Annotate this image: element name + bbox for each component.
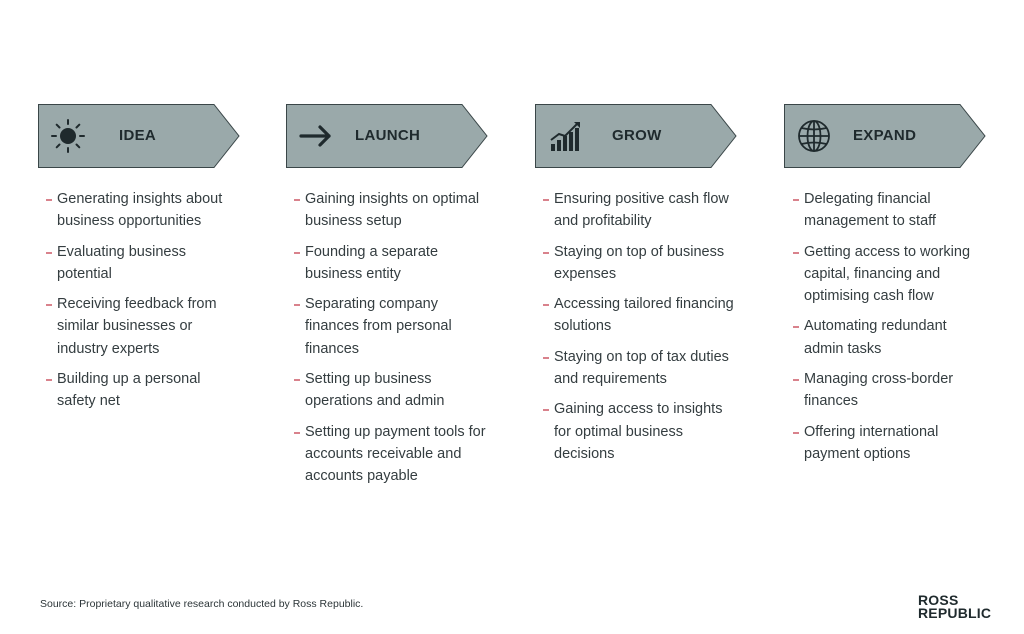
list-item: Founding a separate business entity xyxy=(294,241,486,286)
list-item: Staying on top of business expenses xyxy=(543,241,735,286)
stage-points-list xyxy=(793,188,984,465)
stage-idea xyxy=(38,104,238,421)
stage-title: EXPAND xyxy=(853,127,917,144)
arrow-right-icon xyxy=(298,118,334,154)
list-item: Setting up business operations and admin xyxy=(294,368,486,413)
list-item: Getting access to working capital, financing and optimising cash flow xyxy=(793,241,984,308)
list-item: Ensuring positive cash flow and profitability xyxy=(543,188,735,233)
stage-title: LAUNCH xyxy=(355,127,421,144)
logo-line-1: ROSS xyxy=(918,592,959,608)
source-note: Source: Proprietary qualitative research conducted by Ross Republic. xyxy=(40,598,364,610)
list-item: Evaluating business potential xyxy=(46,241,238,286)
list-item: Delegating financial management to staff xyxy=(793,188,984,233)
stage-points-list xyxy=(46,188,238,413)
list-item: Gaining insights on optimal business setup xyxy=(294,188,486,233)
stage-points-list xyxy=(294,188,486,488)
globe-icon xyxy=(796,118,832,154)
list-item: Managing cross-border finances xyxy=(793,368,984,413)
list-item: Building up a personal safety net xyxy=(46,368,238,413)
growth-chart-icon xyxy=(547,118,583,154)
list-item: Separating company finances from personal finances xyxy=(294,293,486,360)
stage-header-grow xyxy=(535,104,737,168)
stage-launch xyxy=(286,104,486,496)
stage-grow xyxy=(535,104,735,473)
list-item: Gaining access to insights for optimal business decisions xyxy=(543,398,735,465)
stage-points-list xyxy=(543,188,735,465)
list-item: Automating redundant admin tasks xyxy=(793,315,984,360)
sun-icon xyxy=(50,118,86,154)
stage-title: IDEA xyxy=(119,127,157,144)
stage-header-expand xyxy=(784,104,986,168)
list-item: Offering international payment options xyxy=(793,421,984,466)
logo-line-2: REPUBLIC xyxy=(918,605,992,621)
list-item: Accessing tailored financing solutions xyxy=(543,293,735,338)
stage-header-idea xyxy=(38,104,240,168)
stage-expand xyxy=(784,104,984,473)
list-item: Staying on top of tax duties and requirements xyxy=(543,346,735,391)
stage-title: GROW xyxy=(612,127,662,144)
list-item: Generating insights about business opportunities xyxy=(46,188,238,233)
list-item: Receiving feedback from similar businesses or industry experts xyxy=(46,293,238,360)
ross-republic-logo xyxy=(918,594,991,620)
list-item: Setting up payment tools for accounts receivable and accounts payable xyxy=(294,421,486,488)
stage-header-launch xyxy=(286,104,488,168)
